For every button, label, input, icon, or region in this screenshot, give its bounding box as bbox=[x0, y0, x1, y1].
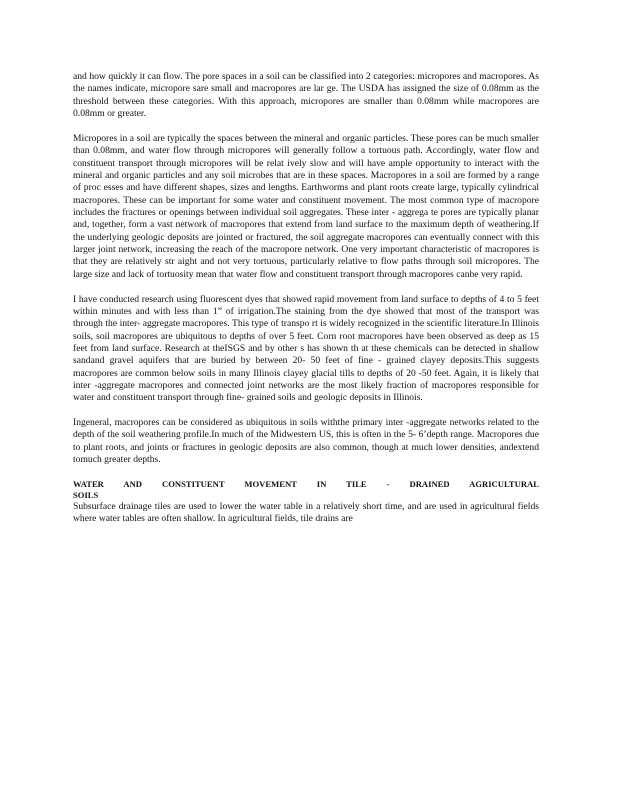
section-body-paragraph: Subsurface drainage tiles are used to lower the water table in a relatively short time, and are used in agricultural fields where water tables are often shallow. In agricultural fields, tile drains are bbox=[73, 500, 539, 525]
paragraph-general-macropores: Ingeneral, macropores can be considered as ubiquitous in soils withthe primary inter -aggregate networks related to the depth of the soil weathering profile.In much of the Midwestern US, this is often in the 5- 6’depth range. Macropores due to plant roots, and joints or fractures in geologic deposits are also common, though at much lower densities, andextend tomuch greater depths. bbox=[73, 417, 539, 466]
paragraph-micropores-macropores: Micropores in a soil are typically the spaces between the mineral and organic particles. These pores can be much smaller than 0.08mm, and water flow through micropores will generally follow a tortuous path. Accordingly, water flow and constituent transport through micropores will be relat ively slow and will have ample opportunity to interact with the mineral and organic particles and any soil microbes that are in these spaces. Macropores in a soil are formed by a range of proc esses and have different shapes, sizes and lengths. Earthworms and plant roots create large, typically cylindrical macropores. These can be important for some water and constituent movement. The most common type of macropore includes the fractures or openings between individual soil aggregates. These inter - aggrega te pores are typically planar and, together, form a vast network of macropores that extend from land surface to the maximum depth of weathering.If the underlying geologic deposits are jointed or fractured, the soil aggregate macropores can eventually connect with this larger joint network, increasing the reach of the macropore network. One very important characteristic of macropores is that they are relatively str aight and not very tortuous, particularly relative to flow paths through soil micropores. The large size and lack of tortuosity mean that water flow and constituent transport through macropores canbe very rapid. bbox=[73, 132, 539, 280]
paragraph-pore-classification: and how quickly it can flow. The pore spaces in a soil can be classified into 2 categories: micropores and macropores. As the names indicate, micropore sare small and macropores are lar ge. The USDA has assigned the size of 0.08mm as the threshold between these categories. With this approach, micropores are smaller than 0.08mm while macropores are 0.08mm or greater. bbox=[73, 71, 539, 120]
document-page bbox=[73, 71, 539, 526]
section-heading: WATER AND CONSTITUENT MOVEMENT IN TILE - DRAINED AGRICULTURAL bbox=[73, 478, 539, 489]
section-heading-continued: SOILS bbox=[73, 489, 99, 500]
paragraph-dye-research: I have conducted research using fluorescent dyes that showed rapid movement from land surface to depths of 4 to 5 feet within minutes and with less than 1” of irrigation.The staining from the dye showed that most of the transport was through the inter- aggregate macropores. This type of transpo rt is widely recognized in the scientific literature.In Illinois soils, soil macropores are ubiquitous to depths of over 5 feet. Corn root macropores have been observed as deep as 15 feet from land surface. Research at theISGS and by other s has shown th at these chemicals can be detected in shallow sandand gravel aquifers that are buried by between 20- 50 feet of fine - grained clayey deposits.This suggests macropores are common below soils in many Illinois clayey glacial tills to depths of 20 -50 feet. Again, it is likely that inter -aggregate macropores and connected joint networks are the most likely fraction of macropores responsible for water and constituent transport through fine- grained soils and geologic deposits in Illinois. bbox=[73, 293, 539, 404]
